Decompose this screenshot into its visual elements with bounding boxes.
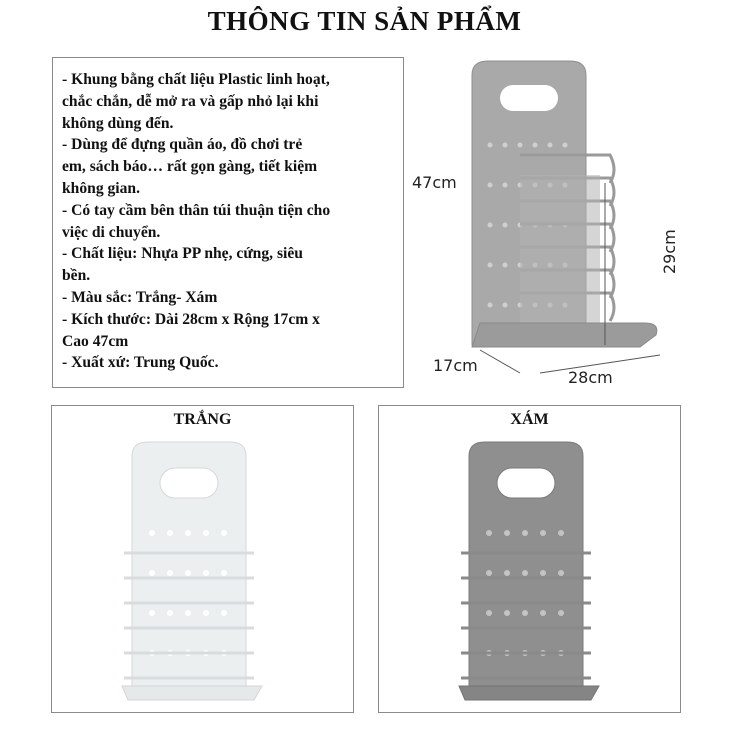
info-line: chắc chắn, dễ mở ra và gấp nhỏ lại khi <box>62 92 319 110</box>
length-label: 28cm <box>568 368 613 387</box>
basket-handle-hole <box>500 85 558 111</box>
variant-label: TRẮNG <box>173 411 232 428</box>
height-label: 47cm <box>412 173 457 192</box>
white-basket-image <box>122 438 282 703</box>
info-line: - Kích thước: Dài 28cm x Rộng 17cm x <box>62 310 320 328</box>
info-line: - Xuất xứ: Trung Quốc. <box>62 354 219 372</box>
info-line: - Dùng để đựng quần áo, đồ chơi trẻ <box>62 136 303 154</box>
variant-card-white[interactable] <box>51 405 354 713</box>
info-line: - Khung bằng chất liệu Plastic linh hoạt, <box>62 71 330 88</box>
basket-base <box>472 323 657 347</box>
inner-height-label: 29cm <box>660 229 679 274</box>
info-line: - Có tay cầm bên thân túi thuận tiện cho <box>62 201 331 219</box>
variant-label: XÁM <box>510 411 549 428</box>
info-line: em, sách báo… rất gọn gàng, tiết kiệm <box>62 158 318 176</box>
info-line: không dùng đến. <box>62 114 174 132</box>
variant-card-grey[interactable] <box>378 405 681 713</box>
info-line: Cao 47cm <box>62 332 129 350</box>
info-line: - Màu sắc: Trắng- Xám <box>62 288 218 306</box>
grey-basket-image <box>459 438 619 703</box>
page-title: THÔNG TIN SẢN PHẨM <box>207 6 522 36</box>
info-line: bền. <box>62 267 91 285</box>
basket-front-panel <box>520 175 600 335</box>
product-info-box <box>52 57 404 388</box>
info-line: việc di chuyển. <box>62 223 161 241</box>
info-line: - Chất liệu: Nhựa PP nhẹ, cứng, siêu <box>62 245 303 263</box>
dimension-basket-image <box>460 55 670 375</box>
width-label: 17cm <box>433 356 478 375</box>
info-line: không gian. <box>62 179 141 197</box>
